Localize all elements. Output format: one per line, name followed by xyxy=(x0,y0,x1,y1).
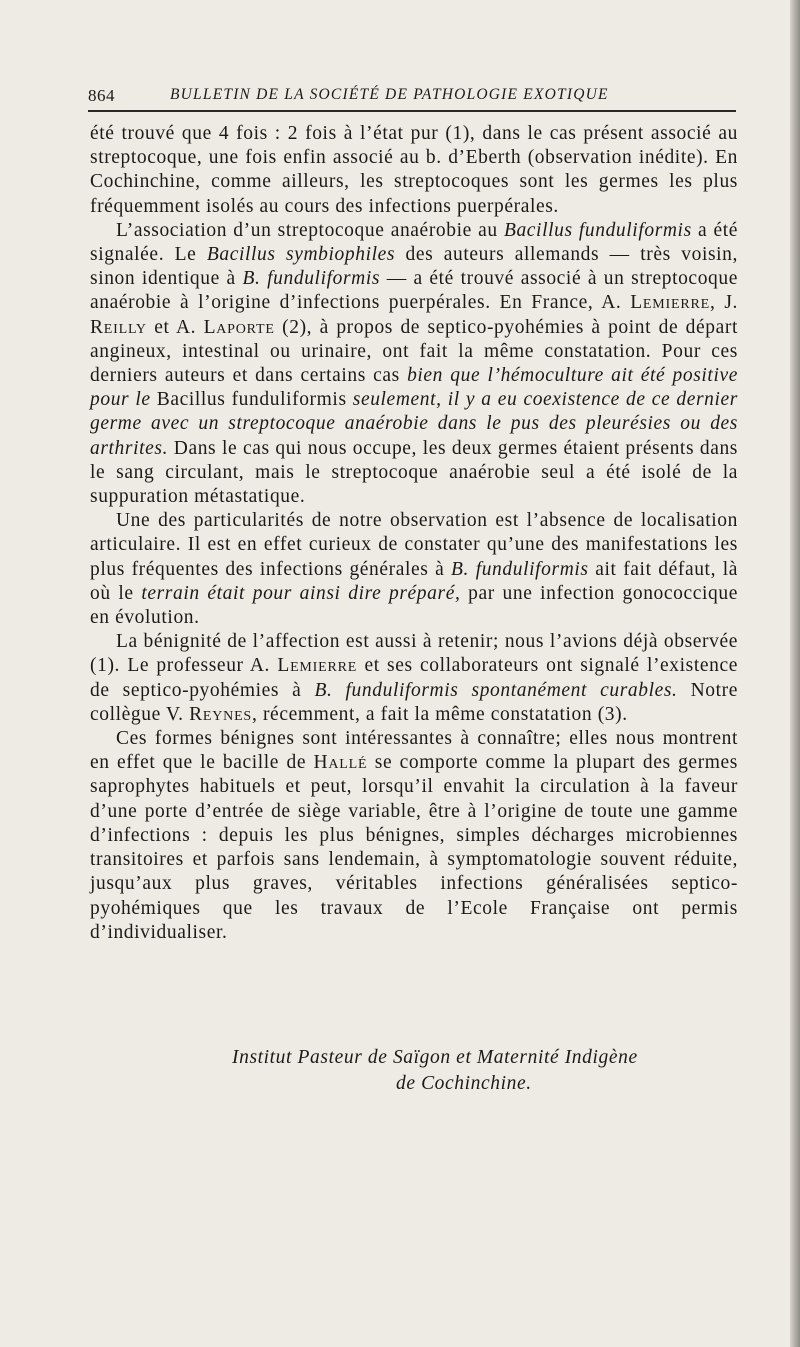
author-name: Reynes xyxy=(189,703,253,725)
emphasis-text: bien que l’hémoculture ait été positive pour le xyxy=(90,365,738,411)
text-span: et ses collaborateurs ont signalé l’existence de septico-pyohémies à xyxy=(90,655,738,701)
article-body xyxy=(90,122,738,945)
header-rule xyxy=(88,110,736,112)
paragraph-continuation xyxy=(90,122,738,219)
text-span: , J. xyxy=(709,292,738,314)
paragraph-text: été trouvé que 4 fois : 2 fois à l’état pur (1), dans le cas présent associé au streptocoque, une fois enfin associé au b. d’Eberth (observation inédite). En Cochinchine, comme ailleurs, les streptocoques sont les germes les plus fréquemment isolés au cours des infections puerpérales. xyxy=(90,123,738,217)
text-span: et A. xyxy=(146,316,204,338)
page-edge-shadow xyxy=(790,0,800,1347)
text-span: ait fait défaut, là où le xyxy=(90,558,738,604)
text-span: Dans le cas qui nous occupe, les deux germes étaient présents dans le sang circulant, mais le streptocoque anaérobie seul a été isolé de la suppuration métastatique. xyxy=(90,437,738,508)
text-span: des auteurs allemands — très voisin, sinon identique à xyxy=(90,244,738,290)
institution-signature xyxy=(90,1045,738,1097)
paragraph-particularites xyxy=(90,509,738,630)
species-name: B. funduliformis xyxy=(451,558,589,580)
text-span: Bacillus funduliformis xyxy=(150,389,353,411)
signature-line-1: Institut Pasteur de Saïgon et Maternité Indigène xyxy=(232,1047,638,1068)
text-span: se comporte comme la plupart des germes saprophytes habituels et peut, lorsqu’il envahit la circulation à la faveur d’une porte d’entrée de siège variable, être à l’origine de toute une gamme d’infections : depuis les plus bénignes, simples décharges microbiennes transitoires et parfois sans lendemain, à symptomatologie souvent réduite, jusqu’aux plus graves, véritables infections généralisées septico-pyohémiques que les travaux de l’Ecole Française ont permis d’individualiser. xyxy=(90,752,738,943)
text-span: a été signalée. Le xyxy=(90,219,738,266)
emphasis-text: B. funduliformis spontanément curables. xyxy=(314,679,678,701)
species-name: Bacillus symbiophiles xyxy=(206,244,396,266)
signature-line-2: de Cochinchine. xyxy=(396,1073,532,1094)
text-span: Une des particularités de notre observation est l’absence de localisation articulaire. Il est en effet curieux de constater qu’une des manifestations les plus fréquentes des infections générales à xyxy=(90,510,738,580)
author-name: Lemierre xyxy=(630,292,710,314)
author-name: Laporte xyxy=(203,316,275,338)
species-name: Bacillus funduliformis xyxy=(503,219,692,241)
author-name: Reilly xyxy=(90,316,147,338)
paragraph-formes-benignes xyxy=(90,727,738,945)
text-span: Ces formes bénignes sont intéressantes à connaître; elles nous montrent en effet que le bacille de xyxy=(90,728,738,774)
text-span: L’association d’un streptocoque anaérobie au xyxy=(116,219,504,241)
text-span: (2), à propos de septico-pyohémies à point de départ angineux, intestinal ou urinaire, ont fait la même constatation. Pour ces derniers auteurs et dans certains cas xyxy=(90,316,738,387)
text-span: Notre collègue V. xyxy=(90,679,738,725)
species-name: B. funduliformis xyxy=(242,268,381,290)
emphasis-text: seulement, il y a eu coexistence de ce dernier germe avec un streptocoque anaérobie dans le pus des pleurésies ou des arthrites. xyxy=(90,389,738,459)
paragraph-benignite xyxy=(90,630,738,727)
author-name: Lemierre xyxy=(277,655,358,677)
paragraph-association xyxy=(90,219,738,509)
running-title: BULLETIN DE LA SOCIÉTÉ DE PATHOLOGIE EXOTIQUE xyxy=(170,86,609,103)
emphasis-text: terrain était pour ainsi dire préparé, xyxy=(141,582,461,604)
page-header xyxy=(88,84,736,110)
text-span: La bénignité de l’affection est aussi à retenir; nous l’avions déjà observée (1). Le professeur A. xyxy=(90,631,738,677)
author-name: Hallé xyxy=(313,752,368,774)
text-span: par une infection gonococcique en évolution. xyxy=(90,582,738,629)
page-number: 864 xyxy=(88,86,115,105)
text-span: — a été trouvé associé à un streptocoque anaérobie à l’origine d’infections puerpérales. En France, A. xyxy=(90,268,738,314)
text-span: , récemment, a fait la même constatation (3). xyxy=(252,703,628,725)
